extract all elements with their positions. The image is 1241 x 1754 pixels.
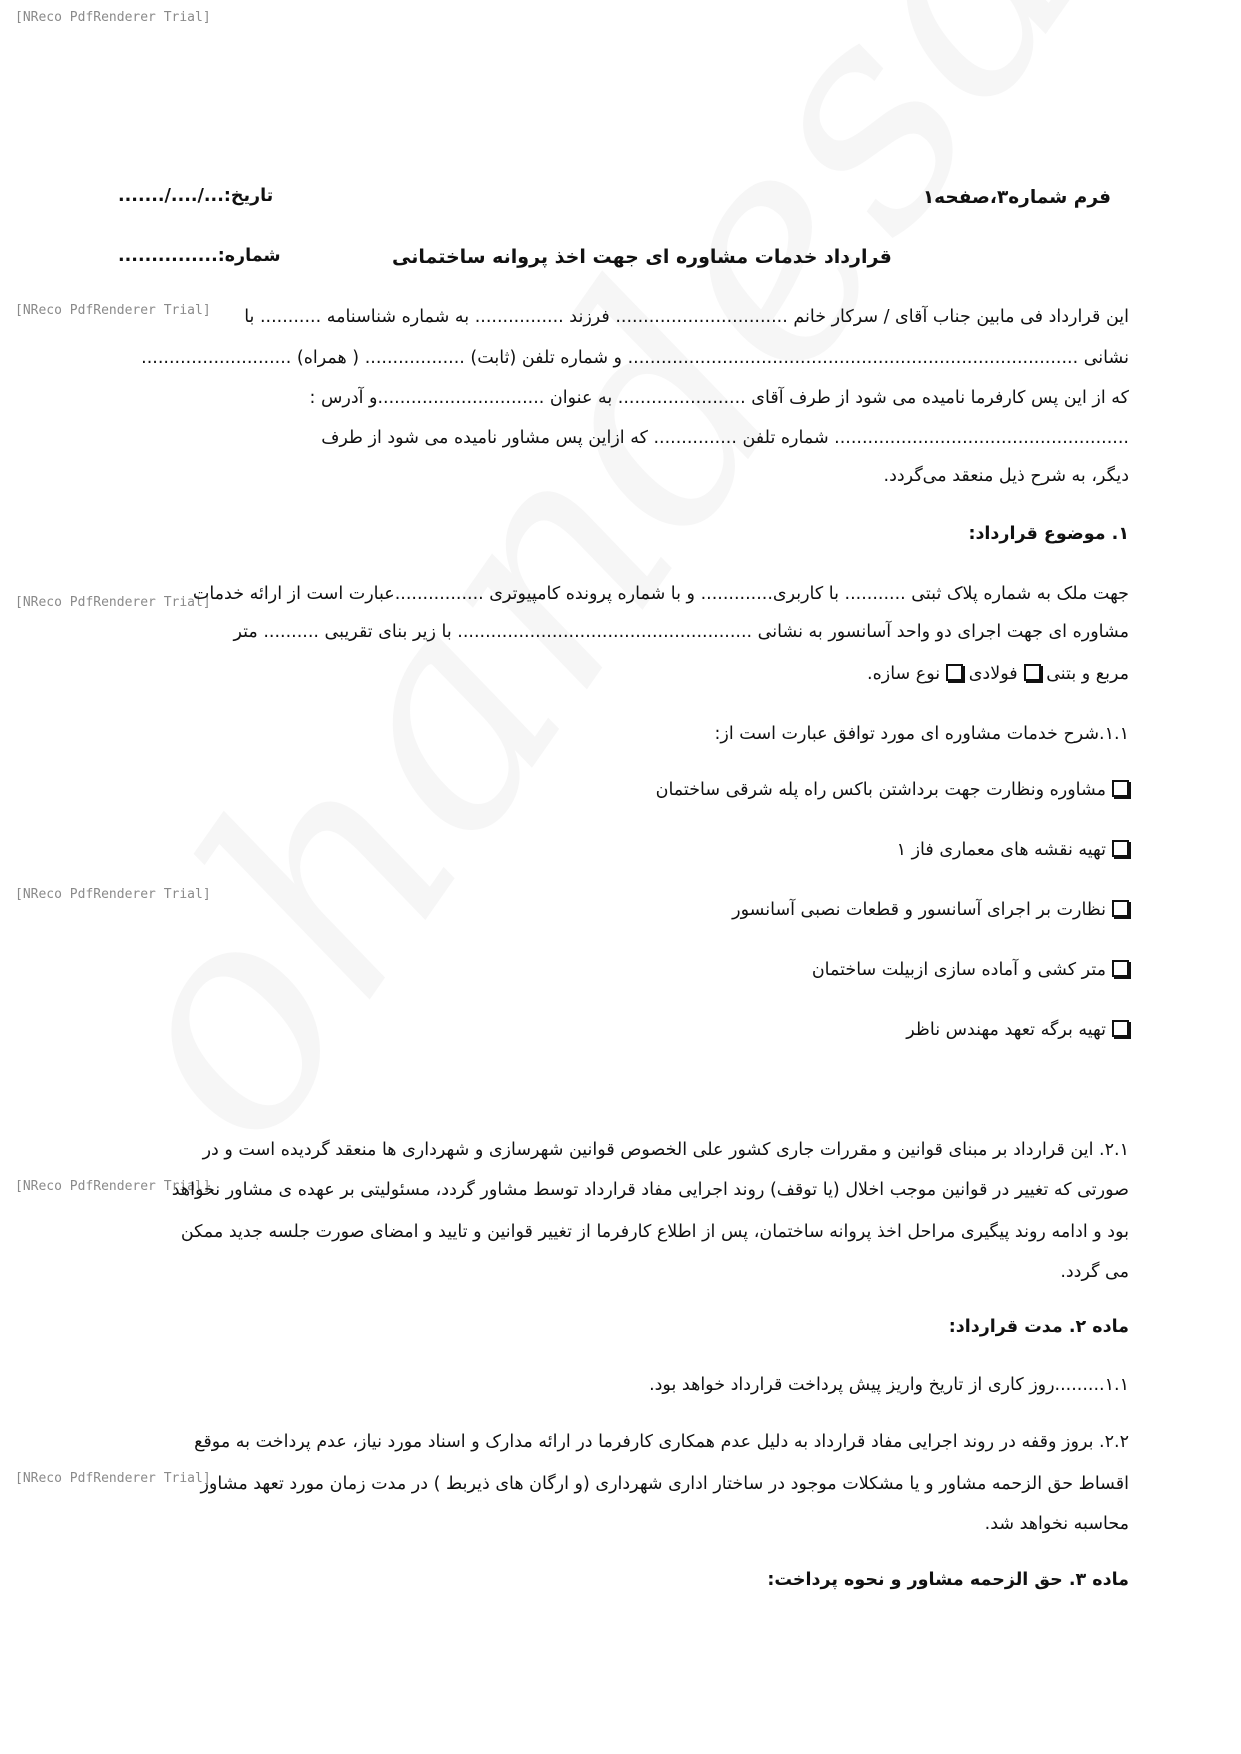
trial-watermark: [NReco PdfRenderer Trial] (15, 887, 211, 902)
checkbox[interactable] (946, 664, 963, 681)
clause-line: محاسبه نخواهد شد. (984, 1514, 1129, 1534)
intro-line: که از این پس کارفرما نامیده می شود از طرف آقای ....................... به عنوان ..............................و آدرس : (309, 388, 1129, 408)
clause-line: ۱.۱.........روز کاری از تاریخ واریز پیش پرداخت قرارداد خواهد بود. (649, 1375, 1129, 1395)
clause-line: ۲.۱. این قرارداد بر مبنای قوانین و مقررات جاری کشور علی الخصوص قوانین شهرسازی و شهرداری ها منعقد گردیده است و در (202, 1140, 1129, 1160)
checkbox[interactable] (1112, 960, 1129, 977)
service-item: تهیه نقشه های معماری فاز ۱ (897, 838, 1129, 862)
structure-prefix: مربع و بتنی (1046, 664, 1129, 684)
subject-line: مشاوره ای جهت اجرای دو واحد آسانسور به نشانی ..................................................... با زیر بنای تقریبی .......... متر (233, 622, 1129, 642)
form-number: فرم شماره۳،صفحه۱ (922, 187, 1111, 208)
clause-line: بود و ادامه روند پیگیری مراحل اخذ پروانه ساختمان، پس از اطلاع کارفرما از تغییر قوانین و تایید و امضای صورت جلسه جدید ممکن (180, 1222, 1129, 1242)
service-item: تهیه برگه تعهد مهندس ناظر (906, 1018, 1129, 1042)
checkbox[interactable] (1112, 780, 1129, 797)
structure-suffix: نوع سازه. (867, 664, 941, 684)
service-item: نظارت بر اجرای آسانسور و قطعات نصبی آسانسور (732, 898, 1129, 922)
trial-watermark: [NReco PdfRenderer Trial] (15, 10, 211, 25)
trial-watermark: [NReco PdfRenderer Trial] (15, 1179, 211, 1194)
number-field: شماره:............... (118, 246, 281, 266)
services-heading: ۱.۱.شرح خدمات مشاوره ای مورد توافق عبارت است از: (714, 724, 1129, 744)
trial-watermark: [NReco PdfRenderer Trial] (15, 303, 211, 318)
structure-type-line (867, 662, 1129, 686)
checkbox[interactable] (1024, 664, 1041, 681)
checkbox[interactable] (1112, 900, 1129, 917)
checkbox[interactable] (1112, 1020, 1129, 1037)
service-item: مشاوره ونظارت جهت برداشتن باکس راه پله شرقی ساختمان (656, 778, 1129, 802)
clause-line: اقساط حق الزحمه مشاور و یا مشکلات موجود در ساختار اداری شهرداری (و ارگان های ذیربط ) در مدت زمان مورد تعهد مشاور (200, 1474, 1129, 1494)
trial-watermark: [NReco PdfRenderer Trial] (15, 1471, 211, 1486)
section-heading: ۱. موضوع قرارداد: (968, 524, 1129, 544)
intro-line: دیگر، به شرح ذیل منعقد می‌گردد. (883, 466, 1129, 486)
clause-line: صورتی که تغییر در قوانین موجب اخلال (یا توقف) روند اجرایی مفاد قرارداد توسط مشاور گردد، مسئولیتی بر عهده ی مشاور نخواهد (171, 1180, 1129, 1200)
document-title: قرارداد خدمات مشاوره ای جهت اخذ پروانه ساختمانی (392, 246, 892, 268)
trial-watermark: [NReco PdfRenderer Trial] (15, 595, 211, 610)
article-heading: ماده ۳. حق الزحمه مشاور و نحوه پرداخت: (767, 1570, 1129, 1590)
service-item: متر کشی و آماده سازی ازبیلت ساختمان (812, 958, 1129, 982)
subject-line: جهت ملک به شماره پلاک ثبتی ........... با کاربری............. و با شماره پرونده کامپیوتری ................عبارت است از ارائه خدمات (192, 584, 1129, 604)
steel-label: فولادی (968, 664, 1018, 684)
intro-line: نشانی ................................................................................. و شماره تلفن (ثابت) .................. ( همراه) ........................... (141, 348, 1129, 368)
intro-line: ..................................................... شماره تلفن ............... که ازاین پس مشاور نامیده می شود از طرف (321, 428, 1129, 448)
date-field: تاریخ:.../..../....... (118, 186, 274, 206)
checkbox[interactable] (1112, 840, 1129, 857)
article-heading: ماده ۲. مدت قرارداد: (948, 1317, 1129, 1337)
clause-line: ۲.۲. بروز وقفه در روند اجرایی مفاد قرارداد به دلیل عدم همکاری کارفرما در ارائه مدارک و اسناد مورد نیاز، عدم پرداخت به موقع (194, 1432, 1129, 1452)
intro-line: این قرارداد فی مابین جناب آقای / سرکار خانم ............................... فرزند ................ به شماره شناسنامه ........... با (244, 307, 1129, 327)
clause-line: می گردد. (1060, 1262, 1129, 1282)
